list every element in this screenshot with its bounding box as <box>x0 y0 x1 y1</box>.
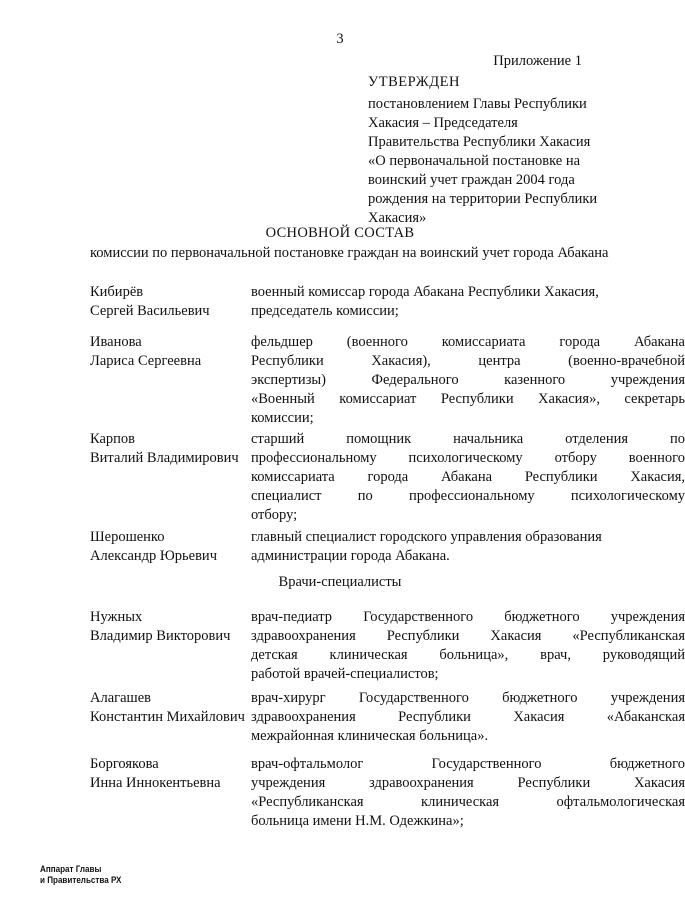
role-line: детская клиническая больница», врач, руководящий <box>251 647 685 663</box>
role-line: врач-офтальмолог Государственного бюджетного <box>251 756 685 772</box>
role-line: врач-хирург Государственного бюджетного учреждения <box>251 690 685 706</box>
page-number: 3 <box>336 31 344 47</box>
member-name <box>90 333 250 371</box>
stamp-line: и Правительства РХ <box>40 875 122 886</box>
role-line: здравоохранения Республики Хакасия «Абаканская <box>251 709 685 725</box>
role-line: комиссариата города Абакана Республики Хакасия, <box>251 469 685 485</box>
member-surname: Кибирёв <box>90 284 144 300</box>
role-line: учреждения здравоохранения Республики Хакасия <box>251 775 685 791</box>
role-line: экспертизы) Федерального казенного учреждения <box>251 372 685 388</box>
role-line: Республики Хакасия), центра (военно-врачебной <box>251 353 685 369</box>
stamp-line: Аппарат Главы <box>40 864 102 875</box>
approval-line: воинский учет граждан 2004 года <box>368 172 575 188</box>
member-name <box>90 430 250 468</box>
document-heading: ОСНОВНОЙ СОСТАВ <box>265 225 415 241</box>
member-role <box>251 283 685 321</box>
approval-line: Хакасия – Председателя <box>368 115 518 131</box>
document-subheading: комиссии по первоначальной постановке граждан на воинский учет города Абакана <box>90 245 609 261</box>
role-line: отбору; <box>251 507 298 523</box>
member-surname: Иванова <box>90 334 142 350</box>
member-role <box>251 608 685 684</box>
role-line: работой врачей-специалистов; <box>251 666 439 682</box>
role-line: администрации города Абакана. <box>251 548 450 564</box>
role-line: главный специалист городского управления образования <box>251 529 602 545</box>
member-surname: Нужных <box>90 609 143 625</box>
role-line: фельдшер (военного комиссариата города Абакана <box>251 334 685 350</box>
member-given-name: Владимир Викторович <box>90 628 231 644</box>
approval-line: «О первоначальной постановке на <box>368 153 581 169</box>
role-line: больница имени Н.М. Одежкина»; <box>251 813 464 829</box>
member-surname: Алагашев <box>90 690 151 706</box>
member-name <box>90 283 250 321</box>
role-line: «Республиканская клиническая офтальмологическая <box>251 794 685 810</box>
member-given-name: Александр Юрьевич <box>90 548 217 564</box>
approval-line: постановлением Главы Республики <box>368 96 587 112</box>
member-name <box>90 608 250 646</box>
member-given-name: Инна Иннокентьевна <box>90 775 221 791</box>
role-line: комиссии; <box>251 410 314 426</box>
approval-line: Правительства Республики Хакасия <box>368 134 591 150</box>
role-line: здравоохранения Республики Хакасия «Республиканская <box>251 628 685 644</box>
role-line: профессиональному психологическому отбору военного <box>251 450 685 466</box>
member-given-name: Лариса Сергеевна <box>90 353 202 369</box>
member-given-name: Константин Михайлович <box>90 709 245 725</box>
approval-block <box>368 73 608 228</box>
role-line: военный комиссар города Абакана Республики Хакасия, <box>251 284 599 300</box>
footer-stamp <box>40 864 121 886</box>
member-role <box>251 333 685 428</box>
member-name <box>90 528 250 566</box>
role-line: специалист по профессиональному психологическому <box>251 488 685 504</box>
member-role <box>251 755 685 831</box>
role-line: старший помощник начальника отделения по <box>251 431 685 447</box>
member-surname: Боргоякова <box>90 756 159 772</box>
member-surname: Шерошенко <box>90 529 165 545</box>
member-role <box>251 430 685 525</box>
role-line: врач-педиатр Государственного бюджетного учреждения <box>251 609 685 625</box>
member-surname: Карпов <box>90 431 136 447</box>
member-given-name: Виталий Владимирович <box>90 450 239 466</box>
approval-line: Хакасия» <box>368 210 427 226</box>
approved-title: УТВЕРЖДЕН <box>368 74 460 90</box>
member-given-name: Сергей Васильевич <box>90 303 210 319</box>
section-title-doctors: Врачи-специалисты <box>278 574 402 590</box>
member-role <box>251 528 685 566</box>
role-line: председатель комиссии; <box>251 303 399 319</box>
role-line: межрайонная клиническая больница». <box>251 728 489 744</box>
role-line: «Военный комиссариат Республики Хакасия», секретарь <box>251 391 685 407</box>
member-name <box>90 689 250 727</box>
approval-line: рождения на территории Республики <box>368 191 598 207</box>
appendix-label: Приложение 1 <box>493 53 582 69</box>
member-name <box>90 755 250 793</box>
member-role <box>251 689 685 746</box>
